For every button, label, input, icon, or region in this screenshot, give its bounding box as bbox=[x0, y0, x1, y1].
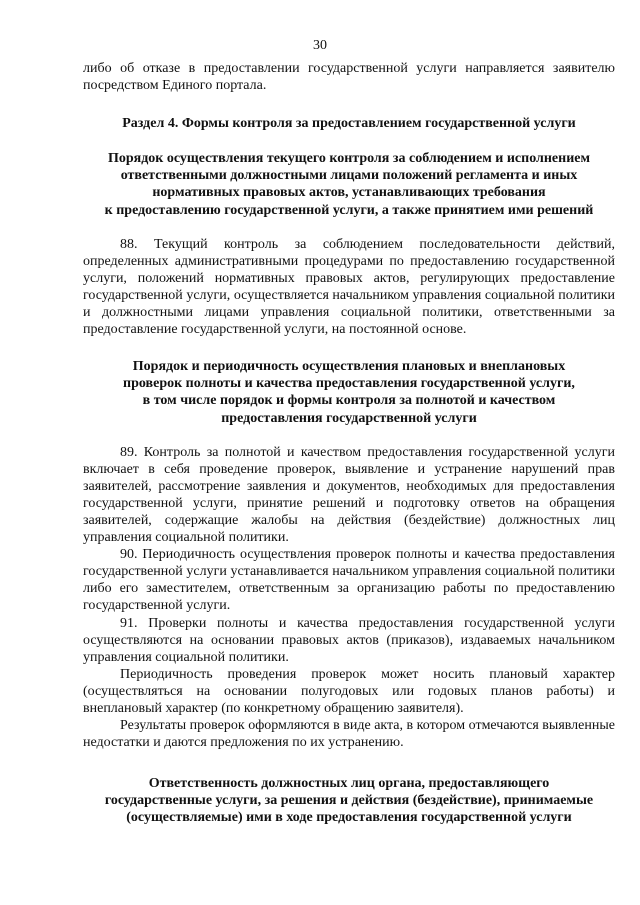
paragraph-91: 91. Проверки полноты и качества предоставления государственной услуги осуществляются на основании правовых актов (приказов), издаваемых начальником управления социальной политики. bbox=[83, 615, 615, 665]
paragraph-results: Результаты проверок оформляются в виде акта, в котором отмечаются выявленные недостатки и даются предложения по их устранению. bbox=[83, 718, 615, 751]
subheading-current-control: Порядок осуществления текущего контроля за соблюдением и исполнением ответственными должностными лицами положений регламента и иных нормативных правовых актов, устанавливающих требования к предоставлению государственной услуги, а также принятием ими решений bbox=[104, 151, 594, 218]
paragraph-89: 89. Контроль за полнотой и качеством предоставления государственной услуги включает в себя проведение проверок, выявление и устранение нарушений прав заявителей, рассмотрение заявления и документов, необходимых для предоставления государственной услуги, принятие решений и подготовку ответов на обращения заявителей, содержащие жалобы на действия (бездействие) должностных лиц управления социальной политики. bbox=[83, 444, 615, 546]
page-content bbox=[83, 60, 615, 827]
paragraph-periodicity: Периодичность проведения проверок может носить плановый характер (осуществляться на основании полугодовых или годовых планов работы) и внеплановый характер (по конкретному обращению заявителя). bbox=[83, 666, 615, 716]
subheading-inspections: Порядок и периодичность осуществления плановых и внеплановых проверок полноты и качества предоставления государственной услуги, в том числе порядок и формы контроля за полнотой и качеством предоставления государственной услуги bbox=[123, 359, 575, 426]
paragraph-88: 88. Текущий контроль за соблюдением последовательности действий, определенных административными процедурами по предоставлению государственной услуги, положений нормативных правовых актов, регулирующих предоставление государственной услуги, осуществляется начальником управления социальной политики и должностными лицами управления социальной политики, ответственными за предоставление государственной услуги, на постоянной основе. bbox=[83, 236, 615, 338]
subheading-responsibility: Ответственность должностных лиц органа, предоставляющего государственные услуги, за решения и действия (бездействие), принимаемые (осуществляемые) ими в ходе предоставления государственной услуги bbox=[104, 776, 594, 826]
section-heading: Раздел 4. Формы контроля за предоставлением государственной услуги bbox=[122, 116, 576, 132]
page-number: 30 bbox=[313, 38, 327, 53]
lead-paragraph: либо об отказе в предоставлении государственной услуги направляется заявителю посредством Единого портала. bbox=[83, 61, 615, 94]
paragraph-90: 90. Периодичность осуществления проверок полноты и качества предоставления государственной услуги устанавливается начальником управления социальной политики либо его заместителем, ответственным за организацию работы по предоставлению государственной услуги. bbox=[83, 547, 615, 614]
